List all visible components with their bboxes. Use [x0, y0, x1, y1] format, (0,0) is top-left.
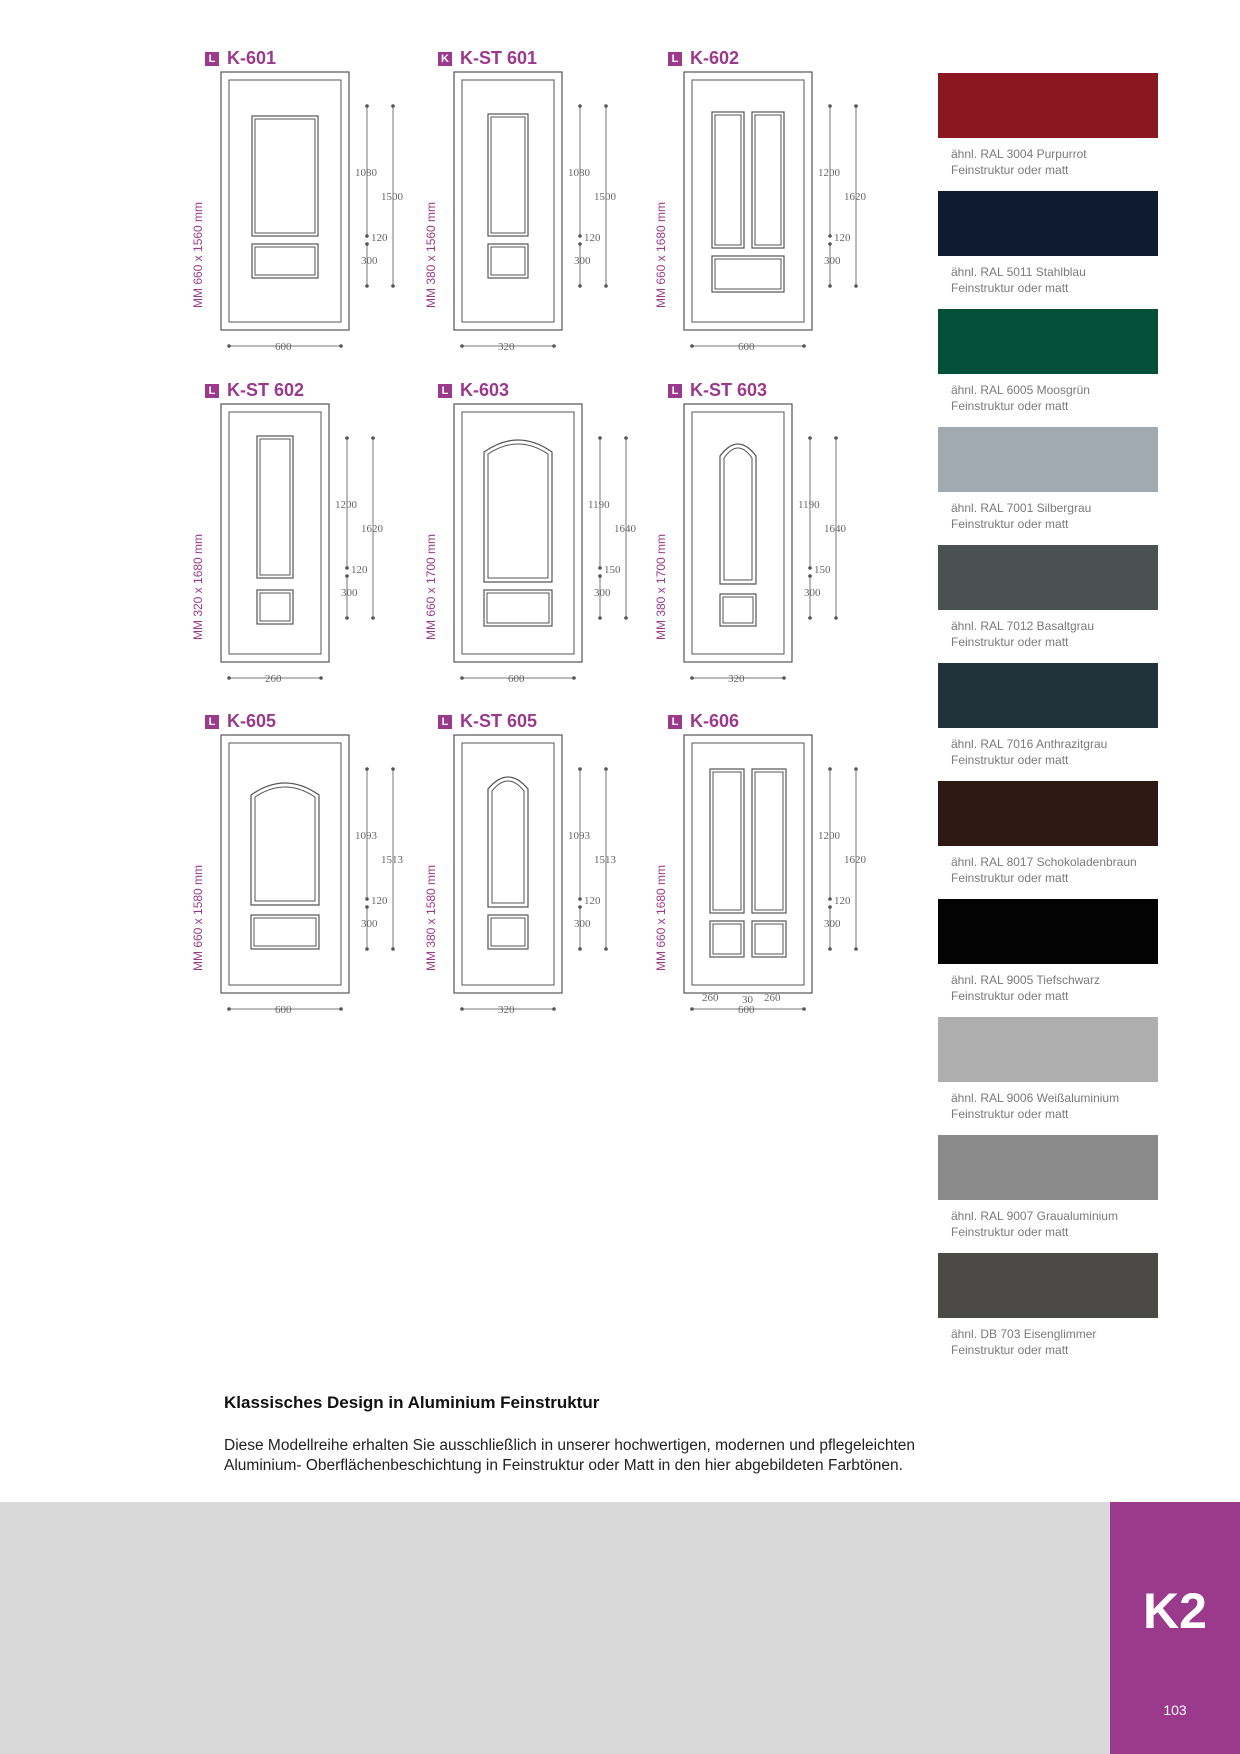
dimension-label-width: 600 [275, 341, 292, 353]
color-name: ähnl. RAL 3004 Purpurrot [951, 147, 1087, 161]
dimension-tick [604, 767, 608, 771]
dimension-label-extra: 260 [702, 992, 719, 1004]
color-caption [951, 146, 1158, 178]
model-badge: L [668, 52, 682, 66]
color-name: ähnl. RAL 9005 Tiefschwarz [951, 973, 1100, 987]
model-overall-dimensions: MM 660 x 1560 mm [191, 201, 205, 308]
model-name-text: K-602 [690, 48, 740, 68]
panel-bottom [257, 590, 293, 624]
door-drawing [668, 66, 888, 353]
color-block [938, 427, 1158, 492]
color-block [938, 1135, 1158, 1200]
dimension-label-total-height: 1500 [594, 191, 616, 203]
color-caption [951, 500, 1158, 532]
color-name: ähnl. RAL 7016 Anthrazitgrau [951, 737, 1108, 751]
model-badge: L [205, 384, 219, 398]
description-text [224, 1436, 984, 1476]
dimension-label-total-height: 1620 [844, 191, 866, 203]
panel-top-right-inner [755, 772, 783, 910]
panel-top [488, 114, 528, 236]
dimension-tick [828, 767, 832, 771]
dimension-tick [391, 947, 395, 951]
model-badge: L [438, 384, 452, 398]
panel-top-inner [260, 439, 290, 575]
dimension-tick [802, 1007, 806, 1011]
door-frame [221, 735, 349, 993]
panel-top-arched [488, 777, 528, 907]
color-swatch [938, 899, 1158, 1017]
section-code: K2 [1143, 1583, 1207, 1639]
panel-bottom-right [752, 921, 786, 957]
panel-top [257, 436, 293, 578]
color-block [938, 73, 1158, 138]
model-name-text: K-ST 603 [690, 380, 768, 400]
dimension-label-bottom-panel: 300 [804, 587, 821, 599]
door-model-k-602 [654, 48, 898, 358]
panel-bottom-left [710, 921, 744, 957]
dimension-tick [365, 234, 369, 238]
color-block [938, 899, 1158, 964]
model-badge: L [205, 715, 219, 729]
color-caption [951, 1090, 1158, 1122]
color-swatch [938, 781, 1158, 899]
color-caption [951, 1208, 1158, 1240]
model-name-text: K-606 [690, 711, 740, 731]
color-finish: Feinstruktur oder matt [951, 1225, 1069, 1239]
dimension-tick [345, 566, 349, 570]
dimension-tick [365, 767, 369, 771]
model-name-text: K-ST 602 [227, 380, 305, 400]
color-finish: Feinstruktur oder matt [951, 163, 1069, 177]
color-swatch [938, 309, 1158, 427]
door-frame [684, 72, 812, 330]
door-leaf [229, 412, 321, 654]
panel-bottom [712, 256, 784, 292]
dimension-label-panel-height: 1200 [818, 830, 840, 842]
dimension-tick [828, 104, 832, 108]
color-name: ähnl. RAL 5011 Stahlblau [951, 265, 1086, 279]
dimension-label-extra: 30 [742, 994, 753, 1006]
dimension-label-panel-height: 1200 [335, 499, 357, 511]
door-model-k-st-605 [424, 711, 668, 1021]
model-overall-dimensions: MM 380 x 1700 mm [654, 533, 668, 640]
panel-bottom [484, 590, 552, 626]
dimension-tick [365, 104, 369, 108]
page-number: 103 [1163, 1702, 1187, 1718]
panel-bottom [488, 244, 528, 278]
dimension-tick [227, 676, 231, 680]
panel-bottom [252, 244, 318, 278]
panel-top-inner [255, 119, 315, 233]
dimension-label-bottom-panel: 300 [824, 918, 841, 930]
dimension-tick [227, 344, 231, 348]
dimension-tick [345, 574, 349, 578]
dimension-tick [578, 104, 582, 108]
door-drawing [205, 729, 425, 1016]
dimension-label-width: 600 [275, 1004, 292, 1016]
color-swatch [938, 1017, 1158, 1135]
dimension-tick [828, 234, 832, 238]
model-name-text: K-601 [227, 48, 277, 68]
panel-bottom [488, 915, 528, 949]
dimension-label-gap: 120 [371, 895, 388, 907]
model-overall-dimensions: MM 380 x 1560 mm [424, 201, 438, 308]
dimension-label-width: 600 [738, 1004, 755, 1016]
dimension-tick [604, 104, 608, 108]
door-drawing [668, 729, 888, 1016]
door-frame [454, 735, 562, 993]
dimension-tick [624, 436, 628, 440]
dimension-label-panel-height: 1080 [355, 167, 377, 179]
dimension-label-gap: 120 [371, 232, 388, 244]
color-block [938, 663, 1158, 728]
panel-bottom-inner [487, 593, 549, 623]
panel-bottom-inner [255, 247, 315, 275]
dimension-tick [834, 436, 838, 440]
color-caption [951, 382, 1158, 414]
dimension-tick [690, 344, 694, 348]
door-drawing [438, 729, 658, 1016]
door-leaf [462, 412, 574, 654]
dimension-label-width: 600 [738, 341, 755, 353]
dimension-label-total-height: 1640 [824, 523, 846, 535]
dimension-label-bottom-panel: 300 [574, 255, 591, 267]
dimension-tick [339, 1007, 343, 1011]
dimension-tick [690, 1007, 694, 1011]
panel-top-left [712, 112, 744, 248]
model-overall-dimensions: MM 660 x 1680 mm [654, 201, 668, 308]
panel-top-arched [251, 783, 319, 905]
dimension-tick [808, 616, 812, 620]
panel-bottom [720, 594, 756, 626]
dimension-tick [365, 947, 369, 951]
dimension-label-total-height: 1513 [594, 854, 616, 866]
model-name-text: K-ST 601 [460, 48, 538, 68]
dimension-label-gap: 120 [351, 564, 368, 576]
model-badge: L [438, 715, 452, 729]
color-name: ähnl. RAL 6005 Moosgrün [951, 383, 1090, 397]
dimension-tick [578, 897, 582, 901]
dimension-tick [808, 574, 812, 578]
panel-bottom-inner [715, 259, 781, 289]
door-drawing [438, 66, 658, 353]
color-caption [951, 736, 1158, 768]
door-frame [684, 735, 812, 993]
dimension-label-panel-height: 1190 [588, 499, 610, 511]
dimension-tick [365, 905, 369, 909]
color-caption [951, 1326, 1158, 1358]
dimension-label-width: 600 [508, 673, 525, 685]
dimension-tick [460, 676, 464, 680]
dimension-tick [578, 234, 582, 238]
door-drawing [205, 398, 425, 685]
dimension-tick [227, 1007, 231, 1011]
color-swatch-list [938, 73, 1158, 1371]
color-name: ähnl. RAL 9006 Weißaluminium [951, 1091, 1120, 1105]
dimension-tick [578, 905, 582, 909]
dimension-tick [598, 436, 602, 440]
dimension-label-total-height: 1513 [381, 854, 403, 866]
dimension-tick [828, 947, 832, 951]
footer-band [0, 1502, 1240, 1754]
color-swatch [938, 1135, 1158, 1253]
color-caption [951, 972, 1158, 1004]
dimension-tick [365, 284, 369, 288]
color-finish: Feinstruktur oder matt [951, 517, 1069, 531]
color-finish: Feinstruktur oder matt [951, 1343, 1069, 1357]
dimension-tick [578, 947, 582, 951]
color-block [938, 1253, 1158, 1318]
color-block [938, 1017, 1158, 1082]
dimension-tick [604, 947, 608, 951]
dimension-tick [460, 344, 464, 348]
door-frame [454, 72, 562, 330]
door-model-k-st-601 [424, 48, 668, 358]
door-model-k-st-603 [654, 380, 898, 690]
dimension-tick [854, 767, 858, 771]
panel-bottom-right-inner [755, 924, 783, 954]
dimension-tick [598, 574, 602, 578]
dimension-label-gap: 120 [834, 232, 851, 244]
dimension-tick [854, 947, 858, 951]
section-tab [1110, 1502, 1240, 1754]
model-overall-dimensions: MM 380 x 1580 mm [424, 864, 438, 971]
dimension-tick [828, 905, 832, 909]
dimension-tick [345, 616, 349, 620]
dimension-label-gap: 150 [604, 564, 621, 576]
dimension-tick [624, 616, 628, 620]
dimension-tick [598, 616, 602, 620]
color-caption [951, 854, 1158, 886]
model-overall-dimensions: MM 660 x 1700 mm [424, 533, 438, 640]
dimension-tick [802, 344, 806, 348]
dimension-tick [460, 1007, 464, 1011]
section-heading: Klassisches Design in Aluminium Feinstruktur [224, 1393, 600, 1412]
model-overall-dimensions: MM 660 x 1580 mm [191, 864, 205, 971]
door-model-k-601 [191, 48, 435, 358]
dimension-tick [319, 676, 323, 680]
dimension-label-bottom-panel: 300 [594, 587, 611, 599]
panel-bottom-inner [723, 597, 753, 623]
model-overall-dimensions: MM 320 x 1680 mm [191, 533, 205, 640]
dimension-tick [552, 1007, 556, 1011]
dimension-label-total-height: 1620 [361, 523, 383, 535]
dimension-label-total-height: 1640 [614, 523, 636, 535]
model-badge: L [668, 384, 682, 398]
dimension-tick [854, 284, 858, 288]
panel-top-left-inner [713, 772, 741, 910]
color-finish: Feinstruktur oder matt [951, 635, 1069, 649]
dimension-tick [782, 676, 786, 680]
panel-top-left-inner [715, 115, 741, 245]
dimension-tick [371, 436, 375, 440]
color-swatch [938, 73, 1158, 191]
color-swatch [938, 545, 1158, 663]
door-model-k-603 [424, 380, 668, 690]
dimension-label-gap: 120 [834, 895, 851, 907]
model-badge: L [668, 715, 682, 729]
color-finish: Feinstruktur oder matt [951, 1107, 1069, 1121]
dimension-tick [690, 676, 694, 680]
color-block [938, 781, 1158, 846]
door-model-k-605 [191, 711, 435, 1021]
dimension-tick [828, 284, 832, 288]
color-caption [951, 264, 1158, 296]
dimension-tick [598, 566, 602, 570]
model-badge: L [205, 52, 219, 66]
door-frame [221, 72, 349, 330]
color-finish: Feinstruktur oder matt [951, 753, 1069, 767]
dimension-label-bottom-panel: 300 [341, 587, 358, 599]
door-leaf [462, 80, 554, 322]
door-leaf [692, 743, 804, 985]
dimension-label-panel-height: 1200 [818, 167, 840, 179]
panel-top-arched [484, 440, 552, 582]
color-finish: Feinstruktur oder matt [951, 399, 1069, 413]
dimension-label-bottom-panel: 300 [824, 255, 841, 267]
dimension-label-panel-height: 1093 [355, 830, 377, 842]
dimension-tick [578, 242, 582, 246]
model-overall-dimensions: MM 660 x 1680 mm [654, 864, 668, 971]
dimension-tick [578, 767, 582, 771]
dimension-tick [345, 436, 349, 440]
dimension-tick [834, 616, 838, 620]
panel-bottom-inner [491, 247, 525, 275]
dimension-label-width: 260 [265, 673, 282, 685]
dimension-tick [854, 104, 858, 108]
dimension-tick [828, 242, 832, 246]
color-finish: Feinstruktur oder matt [951, 281, 1069, 295]
color-name: ähnl. RAL 7012 Basaltgrau [951, 619, 1094, 633]
dimension-tick [365, 897, 369, 901]
color-finish: Feinstruktur oder matt [951, 989, 1069, 1003]
dimension-tick [391, 284, 395, 288]
dimension-tick [828, 897, 832, 901]
panel-top-inner [491, 117, 525, 233]
door-frame [221, 404, 329, 662]
panel-bottom [251, 915, 319, 949]
dimension-label-total-height: 1620 [844, 854, 866, 866]
panel-bottom-inner [254, 918, 316, 946]
dimension-tick [552, 344, 556, 348]
description-line-1: Diese Modellreihe erhalten Sie ausschließlich in unserer hochwertigen, modernen und pflegeleichten [224, 1437, 916, 1454]
dimension-tick [391, 104, 395, 108]
dimension-tick [604, 284, 608, 288]
panel-bottom-inner [260, 593, 290, 621]
panel-top-arched-inner [724, 448, 752, 580]
panel-top-arched [720, 444, 756, 584]
dimension-tick [371, 616, 375, 620]
door-drawing [668, 398, 888, 685]
panel-bottom-left-inner [713, 924, 741, 954]
color-swatch [938, 191, 1158, 309]
dimension-label-width: 320 [498, 1004, 515, 1016]
color-block [938, 191, 1158, 256]
color-name: ähnl. DB 703 Eisenglimmer [951, 1327, 1097, 1341]
dimension-label-panel-height: 1093 [568, 830, 590, 842]
dimension-label-bottom-panel: 300 [361, 918, 378, 930]
color-finish: Feinstruktur oder matt [951, 871, 1069, 885]
color-name: ähnl. RAL 8017 Schokoladenbraun [951, 855, 1137, 869]
dimension-tick [572, 676, 576, 680]
dimension-tick [808, 436, 812, 440]
color-swatch [938, 1253, 1158, 1371]
color-block [938, 545, 1158, 610]
dimension-tick [578, 284, 582, 288]
dimension-label-bottom-panel: 300 [574, 918, 591, 930]
panel-top-right-inner [755, 115, 781, 245]
dimension-tick [391, 767, 395, 771]
panel-top-left [710, 769, 744, 913]
dimension-tick [365, 242, 369, 246]
color-swatch [938, 663, 1158, 781]
color-caption [951, 618, 1158, 650]
model-badge: K [438, 52, 452, 66]
model-name-text: K-603 [460, 380, 510, 400]
dimension-label-total-height: 1500 [381, 191, 403, 203]
panel-top-right [752, 769, 786, 913]
dimension-tick [808, 566, 812, 570]
dimension-label-gap: 120 [584, 232, 601, 244]
panel-top-arched-inner [488, 444, 548, 578]
dimension-label-panel-height: 1080 [568, 167, 590, 179]
dimension-label-gap: 120 [584, 895, 601, 907]
model-name-text: K-605 [227, 711, 277, 731]
color-name: ähnl. RAL 9007 Graualuminium [951, 1209, 1118, 1223]
dimension-label-bottom-panel: 300 [361, 255, 378, 267]
panel-top [252, 116, 318, 236]
dimension-label-panel-height: 1190 [798, 499, 820, 511]
dimension-label-extra: 260 [764, 992, 781, 1004]
color-block [938, 309, 1158, 374]
dimension-label-gap: 150 [814, 564, 831, 576]
door-drawing [205, 66, 425, 353]
dimension-label-width: 320 [728, 673, 745, 685]
dimension-tick [339, 344, 343, 348]
panel-top-right [752, 112, 784, 248]
door-leaf [692, 80, 804, 322]
description-line-2: Aluminium- Oberflächenbeschichtung in Feinstruktur oder Matt in den hier abgebildeten Farbtönen. [224, 1457, 903, 1474]
door-model-k-606 [654, 711, 898, 1021]
panel-top-arched-inner [492, 781, 524, 903]
dimension-label-width: 320 [498, 341, 515, 353]
panel-top-arched-inner [255, 787, 315, 901]
panel-bottom-inner [491, 918, 525, 946]
door-model-k-st-602 [191, 380, 435, 690]
color-swatch [938, 427, 1158, 545]
color-name: ähnl. RAL 7001 Silbergrau [951, 501, 1092, 515]
door-drawing [438, 398, 658, 685]
model-name-text: K-ST 605 [460, 711, 538, 731]
